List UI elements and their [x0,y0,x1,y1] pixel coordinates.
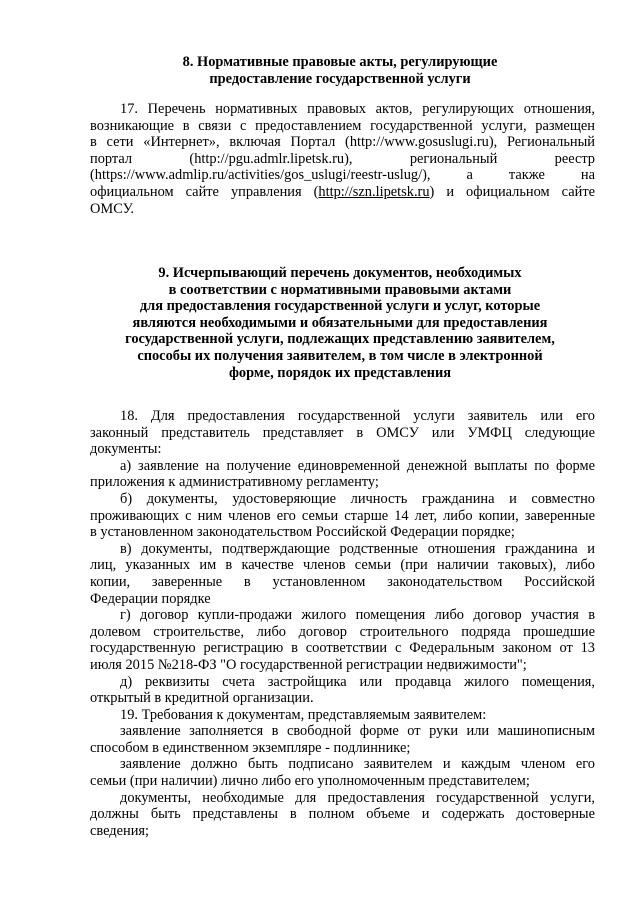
text-line: Федерации порядке [90,590,211,607]
text-line: б) документы, удостоверяющие личность гражданина и совместно [120,490,595,507]
heading-line: государственной услуги, подлежащих представлению заявителем, [125,331,555,348]
text-line: ОМСУ. [90,200,135,217]
text-line: возникающие в связи с предоставлением государственной услуги, размещен [90,117,595,134]
text-line: проживающих с ним членов его семьи старше 14 лет, либо копии, заверенные [90,507,595,524]
text-line: заявление заполняется в свободной форме от руки или машинописным [120,723,595,740]
text-line: государственную регистрацию в соответствии с Федеральным законом от 13 [90,640,595,657]
paragraph-17 [90,101,595,217]
heading-line: способы их получения заявителем, в том числе в электронной [137,347,543,364]
text-line: в сети «Интернет», включая Портал (http://www.gosuslugi.ru), Региональный [90,134,595,151]
section-9-heading [90,265,590,381]
heading-line: 8. Нормативные правовые акты, регулирующие [182,54,498,70]
text-line: законный представитель представляет в ОМСУ или УМФЦ следующие [90,424,595,441]
text-line: в установленном законодательством Российской Федерации порядке; [90,524,515,541]
text-line-with-link [90,184,595,201]
text-line: портал (http://pgu.admlr.lipetsk.ru), региональный реестр [90,150,595,167]
text-line: 17. Перечень нормативных правовых актов, регулирующих отношения, [120,101,595,117]
szn-lipetsk-link[interactable]: http://szn.lipetsk.ru [318,183,430,200]
text-line: 19. Требования к документам, представляемым заявителем: [120,706,487,723]
text-line: а) заявление на получение единовременной денежной выплаты по форме [120,457,595,474]
text-line: семьи (при наличии) лично либо его уполномоченным представителем; [90,773,530,790]
text-line: в) документы, подтверждающие родственные отношения гражданина и [120,540,595,557]
text-line: способом в единственном экземпляре - подлиннике; [90,739,411,756]
section-8-heading [90,54,590,87]
heading-line: предоставление государственной услуги [209,70,471,87]
text-line: 18. Для предоставления государственной услуги заявитель или его [120,408,595,424]
text-line: долевом строительстве, либо договор строительного подряда прошедшие [90,623,595,640]
text-line: копии, заверенные в установленном законодательством Российской [90,573,595,590]
text-line: документы: [90,441,162,458]
heading-line: 9. Исчерпывающий перечень документов, необходимых [158,265,522,281]
text-segment: ) и официальном сайте [429,183,595,200]
text-line: приложения к административному регламенту; [90,474,379,491]
text-line: документы, необходимые для предоставления государственной услуги, [120,789,595,806]
text-line: сведения; [90,822,150,839]
text-line: д) реквизиты счета застройщика или продавца жилого помещения, [120,673,595,690]
text-segment: официальном сайте управления ( [90,183,319,200]
text-line: (https://www.admlip.ru/activities/gos_uslugi/reestr-uslug/), а также на [90,167,595,184]
heading-line: являются необходимыми и обязательными для предоставления [132,314,548,331]
text-line: г) договор купли-продажи жилого помещения либо договор участия в [120,607,595,624]
text-line: лиц, указанных им в качестве членов семьи (при наличии таковых), либо [90,557,595,574]
heading-line: форме, порядок их представления [228,364,452,381]
text-line: открытый в кредитной организации. [90,690,314,707]
paragraph-18-19 [90,408,595,839]
text-line: должны быть представлены в полном объеме и содержать достоверные [90,806,595,823]
heading-line: в соответствии с нормативными правовыми актами [168,281,512,298]
text-line: заявление должно быть подписано заявителем и каждым членом его [120,756,595,773]
text-line: июля 2015 №218-ФЗ "О государственной регистрации недвижимости"; [90,656,527,673]
heading-line: для предоставления государственной услуги и услуг, которые [139,298,541,315]
